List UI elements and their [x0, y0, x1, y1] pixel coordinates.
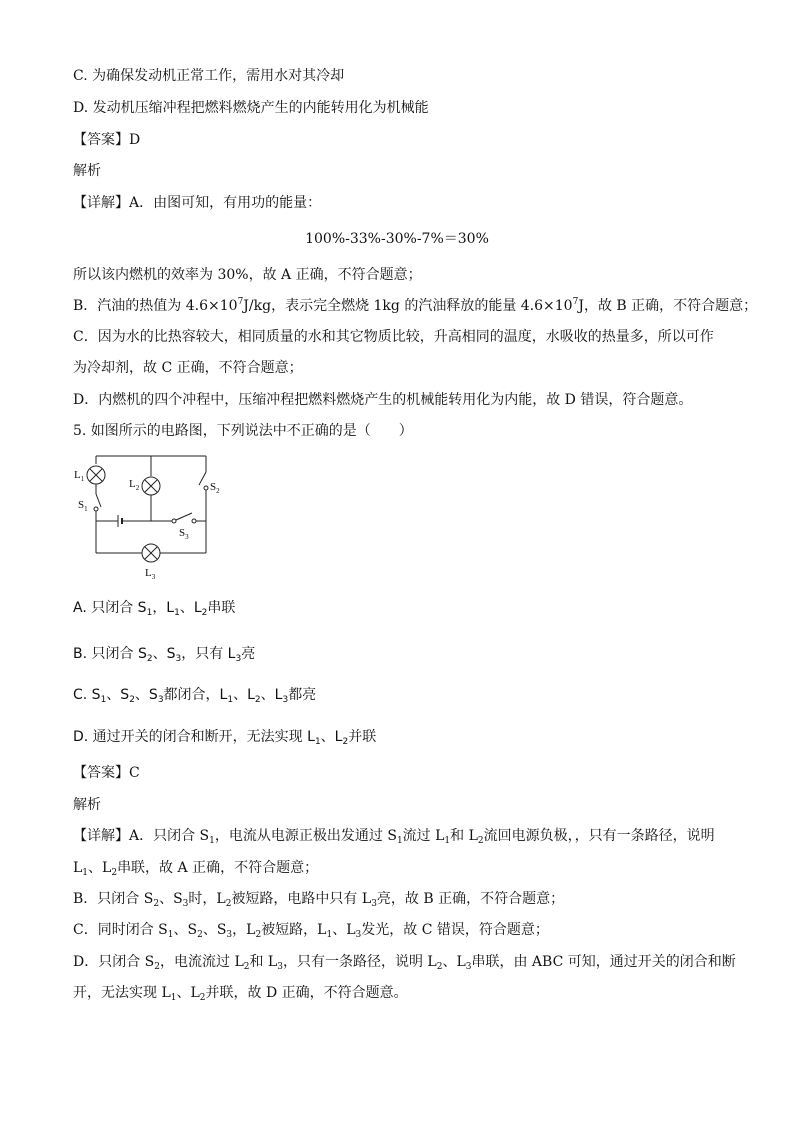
label-s1: $S_1$ [78, 499, 88, 513]
q5-answer: 【答案】C [73, 765, 140, 781]
switch-s3-icon [176, 513, 192, 520]
q5-option-b: B. 只闭合 $S_2$、$S_3$，只有 $L_3$亮 [73, 646, 256, 664]
q5-expl-d-line1: D．只闭合 $S_2$，电流流过 $L_2$和 $L_3$，只有一条路径，说明 $L_2$、$L_3$串联，由 ABC 可知，通过开关的闭合和断 [73, 954, 736, 972]
prev-option-c: C. 为确保发动机正常工作，需用水对其冷却 [73, 68, 345, 84]
label-l2: $L_2$ [129, 478, 140, 492]
prev-d-line: D．内燃机的四个冲程中，压缩冲程把燃料燃烧产生的机械能转用化为内能，故 D 错误，符合题意。 [73, 392, 693, 408]
q5-stem: 5. 如图所示的电路图，下列说法中不正确的是（ ） [73, 423, 413, 439]
q5-expl-a-line2: $L_1$、$L_2$串联，故 A 正确，不符合题意； [73, 860, 319, 878]
prev-option-d: D. 发动机压缩冲程把燃料燃烧产生的内能转用化为机械能 [73, 100, 429, 116]
prev-b-line: B．汽油的热值为 $4.6\times 10^7J/kg$，表示完全燃烧 1kg 的汽油释放的能量 $4.6\times 10^7J$，故 B 正确，不符合题意； [73, 297, 758, 314]
label-s3: $S_3$ [179, 527, 189, 541]
q5-expl-d-line2: 开，无法实现 $L_1$、$L_2$并联，故 D 正确，不符合题意。 [73, 985, 408, 1003]
q5-analysis: 解析 [73, 797, 101, 813]
switch-s2-icon [199, 472, 206, 485]
switch-s1-icon [96, 494, 101, 507]
prev-c-line1: C．因为水的比热容较大，相同质量的水和其它物质比较，升高相同的温度，水吸收的热量多，所以可作 [73, 329, 714, 345]
prev-answer: 【答案】D [73, 132, 141, 148]
prev-c-line2: 为冷却剂，故 C 正确，不符合题意； [73, 360, 303, 376]
label-l1: $L_1$ [74, 469, 85, 483]
label-l3: $L_3$ [145, 567, 156, 581]
q5-expl-c: C．同时闭合 $S_1$、$S_2$、$S_3$，$L_2$被短路，$L_1$、$L_3$发光，故 C 错误，符合题意； [73, 922, 549, 940]
q5-option-d: D. 通过开关的闭合和断开，无法实现 $L_1$、$L_2$并联 [73, 729, 377, 747]
q5-option-c: C. $S_1$、$S_2$、$S_3$都闭合，$L_1$、$L_2$、$L_3$都亮 [73, 687, 317, 705]
prev-detail-intro: 【详解】A．由图可知，有用功的能量： [73, 195, 322, 211]
prev-formula: 100%-33%-30%-7%＝30% [305, 231, 489, 247]
prev-a-conclusion: 所以该内燃机的效率为 30%，故 A 正确，不符合题意； [73, 267, 422, 283]
label-s2: $S_2$ [210, 481, 220, 495]
q5-expl-b: B．只闭合 $S_2$、$S_3$时，$L_2$被短路，电路中只有 $L_3$亮，故 B 正确，不符合题意； [73, 891, 565, 909]
prev-analysis: 解析 [73, 163, 101, 179]
q5-option-a: A. 只闭合 $S_1$，$L_1$、$L_2$串联 [73, 600, 236, 618]
circuit-diagram [68, 452, 218, 587]
q5-expl-a-line1: 【详解】A．只闭合 $S_1$，电流从电源正极出发通过 $S_1$流过 $L_1$和 $L_2$流回电源负极，，只有一条路径，说明 [73, 828, 715, 846]
